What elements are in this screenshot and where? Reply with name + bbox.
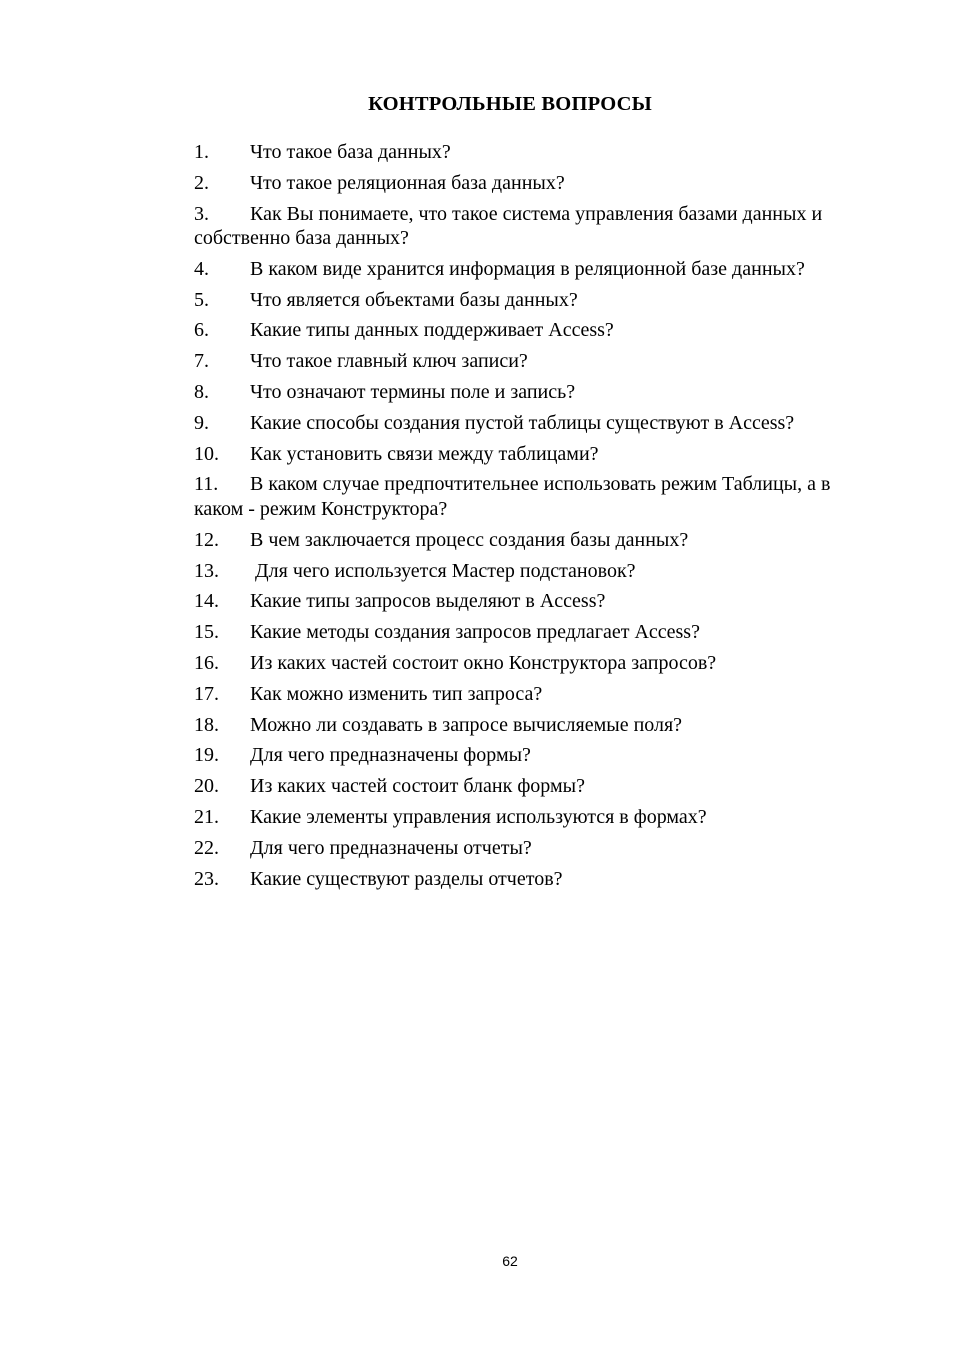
question-text: Что является объектами базы данных? — [250, 288, 578, 311]
question-item — [194, 202, 880, 251]
question-text: Из каких частей состоит окно Конструктора запросов? — [250, 651, 717, 674]
question-number: 2. — [194, 171, 209, 194]
question-item — [194, 774, 880, 799]
question-text: Для чего предназначены отчеты? — [250, 836, 532, 859]
question-number: 12. — [194, 528, 219, 551]
question-text: Какие типы данных поддерживает Access? — [250, 319, 614, 342]
question-text: В каком виде хранится информация в реляционной базе данных? — [250, 257, 805, 280]
question-number: 19. — [194, 744, 219, 767]
question-text: Для чего предназначены формы? — [250, 744, 531, 767]
question-item — [194, 867, 880, 892]
question-item — [194, 288, 880, 313]
question-item — [194, 682, 880, 707]
question-item — [194, 651, 880, 676]
question-item — [194, 589, 880, 614]
question-number: 22. — [194, 836, 219, 859]
page-number: 62 — [502, 1253, 518, 1269]
question-text: Какие методы создания запросов предлагает Access? — [250, 621, 700, 644]
question-number: 5. — [194, 288, 209, 311]
question-item — [194, 743, 880, 768]
question-number: 11. — [194, 473, 219, 496]
question-text: Какие способы создания пустой таблицы существуют в Access? — [250, 411, 795, 434]
question-item — [194, 380, 880, 405]
question-item — [194, 257, 880, 282]
question-number: 7. — [194, 350, 209, 373]
question-number: 4. — [194, 257, 209, 280]
question-text: Как можно изменить тип запроса? — [250, 682, 543, 705]
question-item — [194, 442, 880, 467]
question-number: 1. — [194, 141, 209, 163]
question-text: Из каких частей состоит бланк формы? — [250, 775, 585, 798]
question-text: В каком случае предпочтительнее использовать режим Таблицы, а в каком - режим Конструктора? — [194, 473, 831, 520]
question-number: 16. — [194, 651, 219, 674]
question-number: 21. — [194, 805, 219, 828]
question-number: 18. — [194, 713, 219, 736]
question-item — [194, 528, 880, 553]
questions-list — [194, 140, 880, 897]
question-text: Как Вы понимаете, что такое система управления базами данных и собственно база данных? — [194, 202, 823, 250]
question-text: Какие элементы управления используются в формах? — [250, 805, 707, 828]
question-text: Можно ли создавать в запросе вычисляемые поля? — [250, 713, 683, 736]
question-item — [194, 620, 880, 645]
question-number: 9. — [194, 411, 209, 434]
question-number: 20. — [194, 775, 219, 798]
question-number: 6. — [194, 319, 209, 342]
question-text: Какие типы запросов выделяют в Access? — [250, 590, 606, 613]
question-item — [194, 713, 880, 738]
question-text: Что означают термины поле и запись? — [250, 381, 576, 404]
question-item — [194, 349, 880, 374]
question-number: 8. — [194, 381, 209, 404]
question-text: Что такое реляционная база данных? — [250, 171, 565, 194]
question-item — [194, 411, 880, 436]
question-text: В чем заключается процесс создания базы данных? — [250, 528, 689, 551]
question-number: 17. — [194, 682, 219, 705]
question-item — [194, 318, 880, 343]
question-item — [194, 171, 880, 196]
question-number: 13. — [194, 559, 219, 582]
question-number: 15. — [194, 621, 219, 644]
question-text: Какие существуют разделы отчетов? — [250, 867, 563, 890]
question-number: 14. — [194, 590, 219, 613]
question-item — [194, 559, 880, 584]
question-item — [194, 472, 880, 521]
question-item — [194, 805, 880, 830]
question-text: Что такое главный ключ записи? — [250, 350, 528, 373]
question-item — [194, 140, 880, 165]
question-text: Что такое база данных? — [250, 141, 451, 163]
question-text: Как установить связи между таблицами? — [250, 442, 599, 465]
question-item — [194, 836, 880, 861]
question-number: 10. — [194, 442, 219, 465]
question-number: 3. — [194, 202, 209, 225]
question-number: 23. — [194, 867, 219, 890]
page-title: КОНТРОЛЬНЫЕ ВОПРОСЫ — [368, 93, 652, 115]
question-text: Для чего используется Мастер подстановок? — [250, 559, 636, 582]
